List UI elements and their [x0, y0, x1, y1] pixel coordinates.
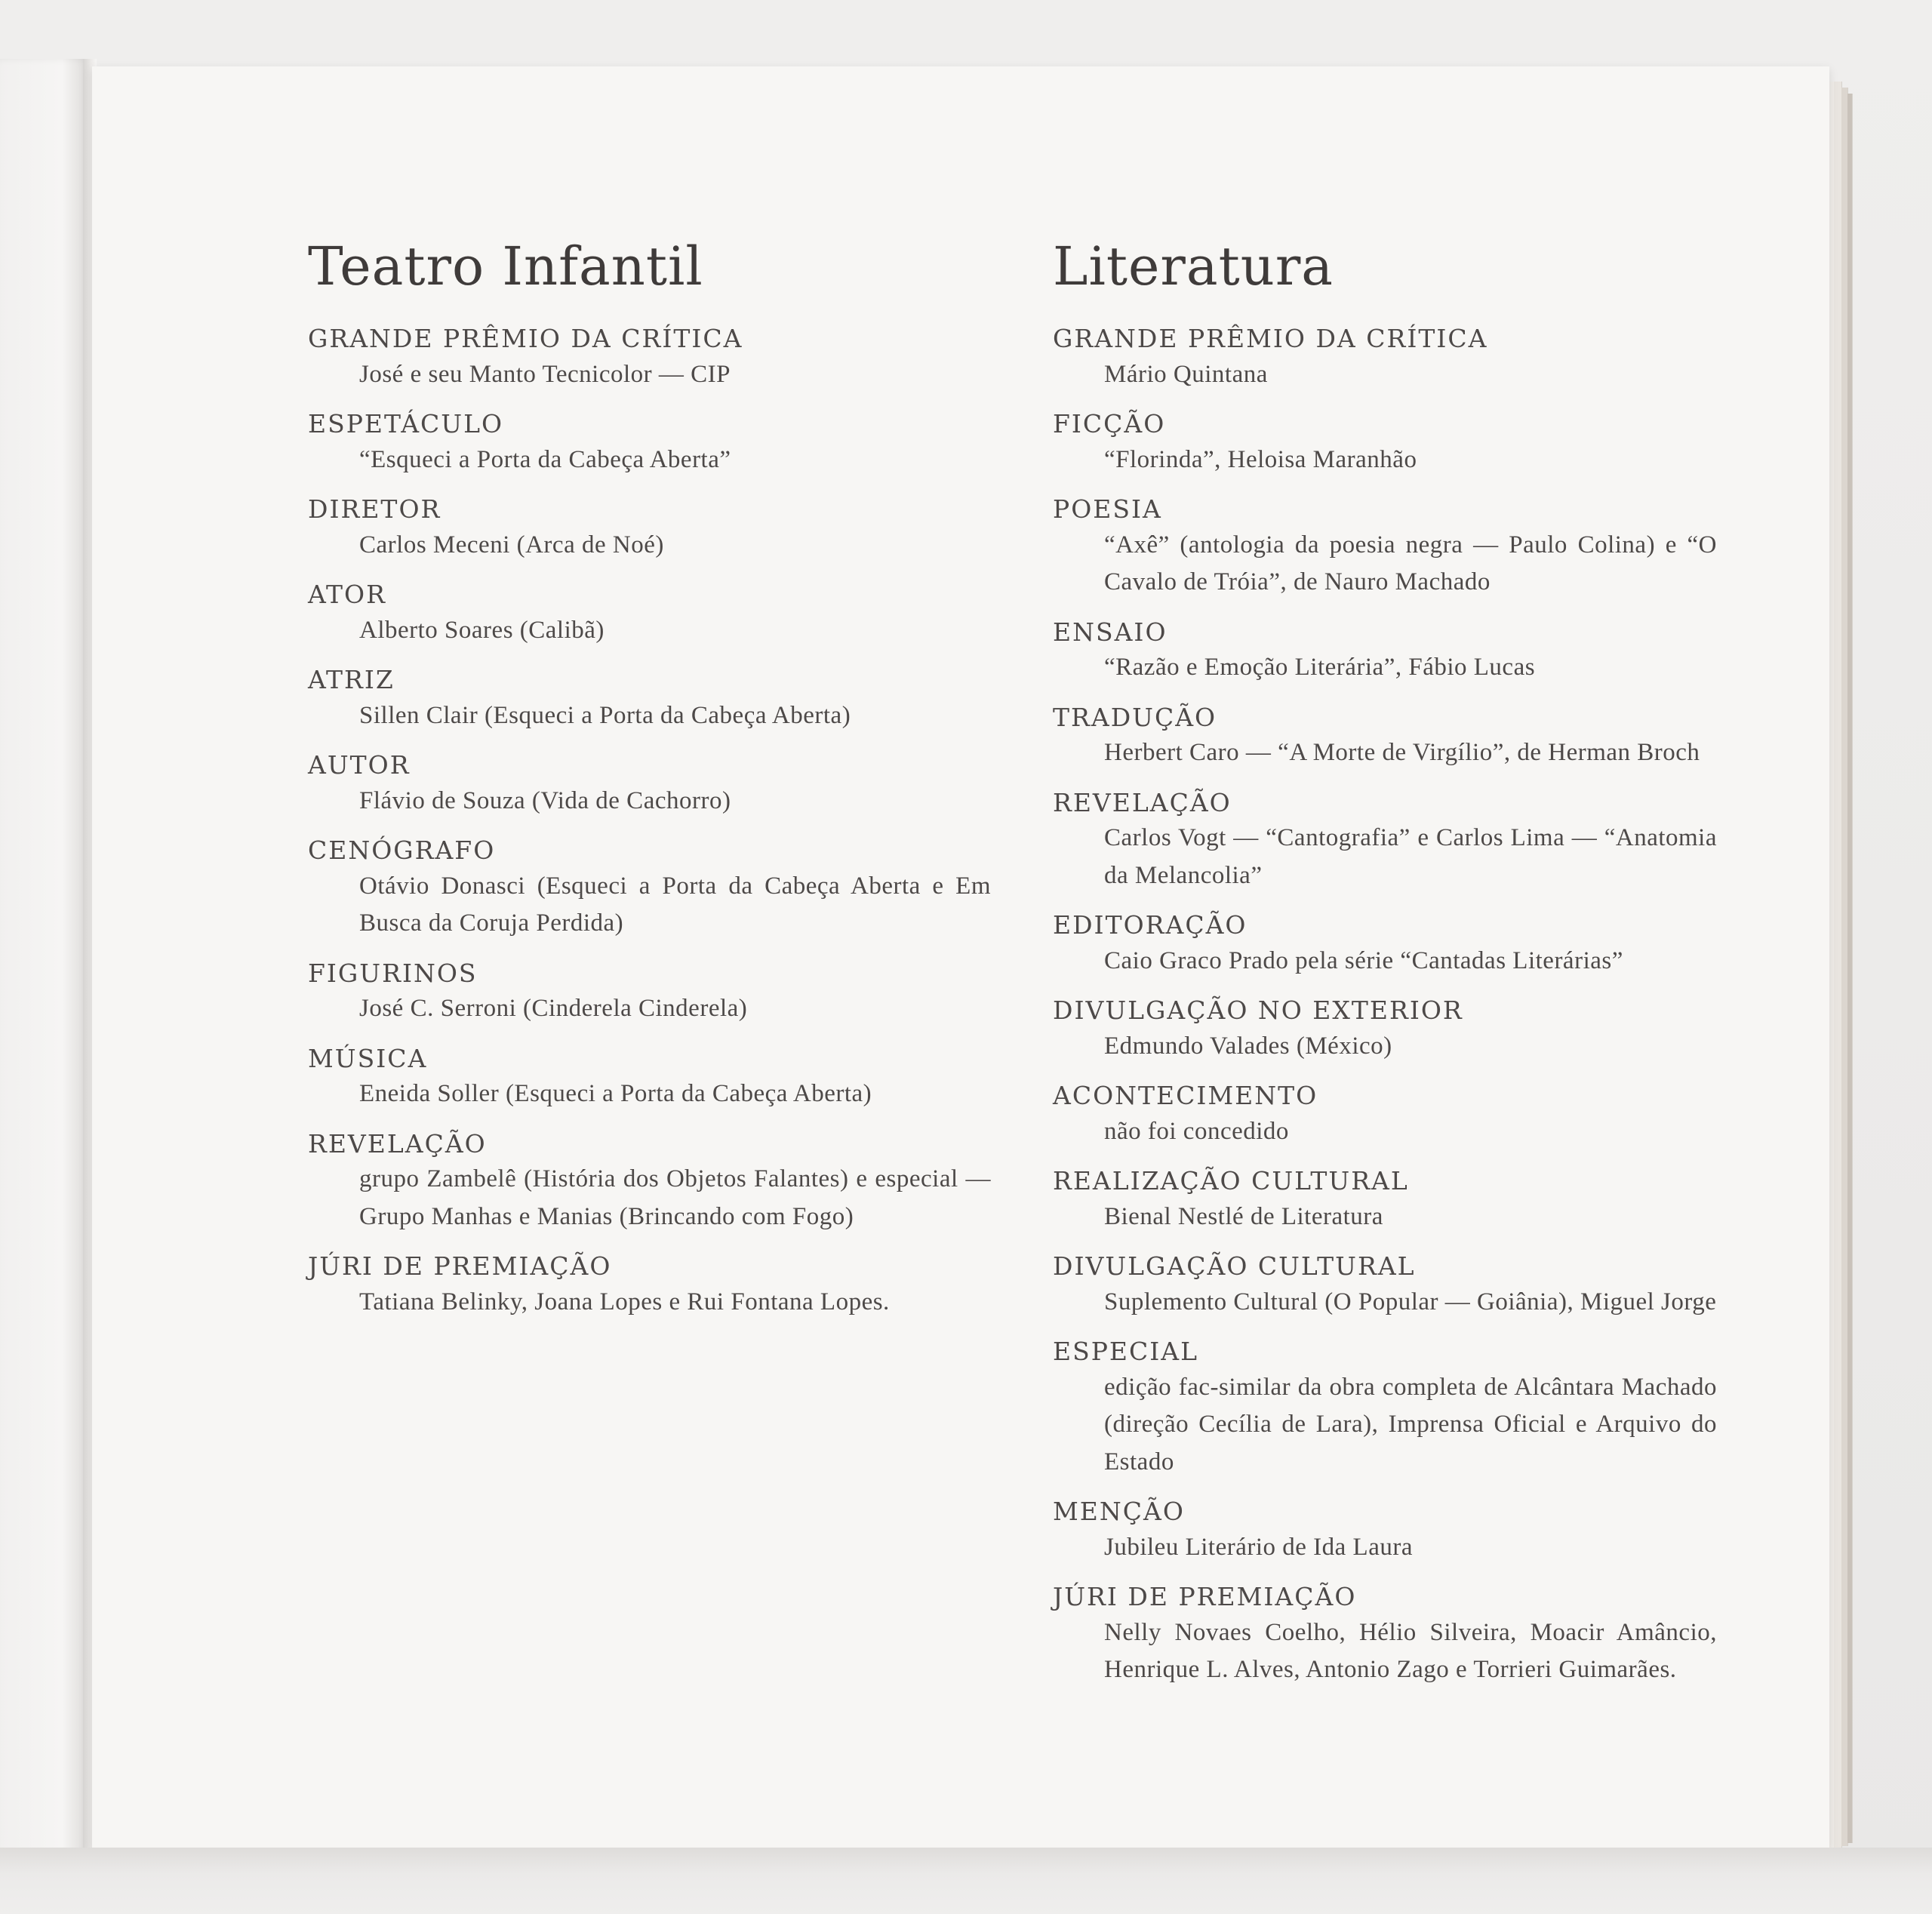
award-recipient: “Florinda”, Heloisa Maranhão: [1104, 445, 1417, 473]
award-category: DIVULGAÇÃO CULTURAL: [1053, 1251, 1416, 1282]
award-category: FIGURINOS: [308, 958, 478, 988]
award-recipient: Tatiana Belinky, Joana Lopes e Rui Fontana Lopes.: [359, 1288, 890, 1315]
award-category: GRANDE PRÊMIO DA CRÍTICA: [1053, 324, 1488, 353]
award-entry: [1053, 786, 1717, 895]
award-category: MENÇÃO: [1053, 1497, 1185, 1527]
table-surface: [0, 1848, 1932, 1914]
award-entry: [1053, 1164, 1717, 1235]
award-recipient: Sillen Clair (Esqueci a Porta da Cabeça Aberta): [359, 701, 851, 729]
award-category: TRADUÇÃO: [1053, 702, 1217, 732]
award-category: ACONTECIMENTO: [1053, 1081, 1318, 1111]
award-recipient: Mário Quintana: [1104, 360, 1268, 388]
award-category: REVELAÇÃO: [1053, 787, 1232, 817]
award-entry: [1053, 492, 1717, 602]
award-recipient: Edmundo Valades (México): [1104, 1032, 1392, 1060]
previous-page-edge: [0, 59, 89, 1857]
award-recipient: não foi concedido: [1104, 1117, 1289, 1145]
award-list: [1053, 322, 1717, 1689]
award-entry: [308, 1127, 991, 1236]
award-entry: [308, 1042, 991, 1113]
award-entry: [308, 1249, 991, 1321]
award-recipient: Herbert Caro — “A Morte de Virgílio”, de Herman Broch: [1104, 739, 1700, 767]
award-entry: [308, 748, 991, 820]
award-category: DIVULGAÇÃO NO EXTERIOR: [1053, 995, 1463, 1026]
award-recipient: grupo Zambelê (História dos Objetos Falantes) e especial — Grupo Manhas e Manias (Brincando com Fogo): [359, 1165, 991, 1230]
award-entry: [1053, 908, 1717, 980]
section-title: Teatro Infantil: [308, 235, 703, 297]
award-entry: [1053, 1494, 1717, 1566]
award-recipient: Alberto Soares (Calibã): [359, 616, 605, 644]
award-recipient: Jubileu Literário de Ida Laura: [1104, 1533, 1413, 1561]
page-edge: [1847, 94, 1853, 1843]
award-entry: [1053, 993, 1717, 1065]
award-recipient: Carlos Vogt — “Cantografia” e Carlos Lima — “Anatomia da Melancolia”: [1104, 824, 1717, 889]
award-recipient: “Razão e Emoção Literária”, Fábio Lucas: [1104, 654, 1536, 682]
award-entry: [308, 577, 991, 649]
award-entry: [1053, 1334, 1717, 1481]
section-title: Literatura: [1053, 235, 1334, 297]
award-recipient: Caio Graco Prado pela série “Cantadas Literárias”: [1104, 946, 1623, 974]
award-recipient: Flávio de Souza (Vida de Cachorro): [359, 786, 731, 814]
award-recipient: Carlos Meceni (Arca de Noé): [359, 531, 664, 559]
award-category: ENSAIO: [1053, 617, 1168, 647]
award-entry: [1053, 1580, 1717, 1689]
award-entry: [308, 956, 991, 1028]
award-recipient: “Esqueci a Porta da Cabeça Aberta”: [359, 445, 731, 473]
award-category: POESIA: [1053, 494, 1162, 525]
award-recipient: “Axê” (antologia da poesia negra — Paulo Colina) e “O Cavalo de Tróia”, de Nauro Machado: [1104, 531, 1717, 596]
award-entry: [1053, 322, 1717, 393]
award-category: JÚRI DE PREMIAÇÃO: [308, 1251, 612, 1282]
award-recipient: José C. Serroni (Cinderela Cinderela): [359, 995, 748, 1023]
award-category: EDITORAÇÃO: [1053, 910, 1247, 940]
award-entry: [308, 833, 991, 943]
award-recipient: Bienal Nestlé de Literatura: [1104, 1202, 1383, 1230]
award-category: REALIZAÇÃO CULTURAL: [1053, 1166, 1409, 1196]
award-entry: [308, 407, 991, 478]
award-entry: [308, 663, 991, 734]
award-entry: [308, 322, 991, 393]
award-category: CENÓGRAFO: [308, 835, 496, 866]
award-entry: [308, 492, 991, 564]
award-recipient: edição fac-similar da obra completa de Alcântara Machado (direção Cecília de Lara), Imprensa Oficial e Arquivo do Estado: [1104, 1373, 1717, 1476]
award-recipient: Otávio Donasci (Esqueci a Porta da Cabeça Aberta e Em Busca da Coruja Perdida): [359, 872, 991, 937]
award-category: FICÇÃO: [1053, 409, 1166, 439]
award-entry: [1053, 1079, 1717, 1150]
literatura-column: [1053, 235, 1717, 1703]
teatro-infantil-column: [308, 235, 991, 1334]
award-category: ATRIZ: [308, 665, 395, 695]
award-list: [308, 322, 991, 1321]
award-entry: [1053, 407, 1717, 478]
award-category: ATOR: [308, 580, 386, 610]
award-recipient: Nelly Novaes Coelho, Hélio Silveira, Moacir Amâncio, Henrique L. Alves, Antonio Zago e Torrieri Guimarães.: [1104, 1618, 1717, 1684]
award-category: ESPETÁCULO: [308, 409, 504, 439]
award-recipient: Suplemento Cultural (O Popular — Goiânia), Miguel Jorge: [1104, 1288, 1717, 1315]
award-category: AUTOR: [308, 750, 411, 780]
award-entry: [1053, 615, 1717, 687]
award-category: GRANDE PRÊMIO DA CRÍTICA: [308, 324, 743, 353]
award-category: MÚSICA: [308, 1043, 428, 1073]
award-entry: [1053, 700, 1717, 772]
award-recipient: José e seu Manto Tecnicolor — CIP: [359, 360, 731, 388]
award-category: ESPECIAL: [1053, 1337, 1199, 1367]
award-category: DIRETOR: [308, 494, 441, 525]
award-category: REVELAÇÃO: [308, 1128, 487, 1159]
award-category: JÚRI DE PREMIAÇÃO: [1053, 1582, 1357, 1612]
award-entry: [1053, 1249, 1717, 1321]
award-recipient: Eneida Soller (Esqueci a Porta da Cabeça Aberta): [359, 1080, 872, 1108]
